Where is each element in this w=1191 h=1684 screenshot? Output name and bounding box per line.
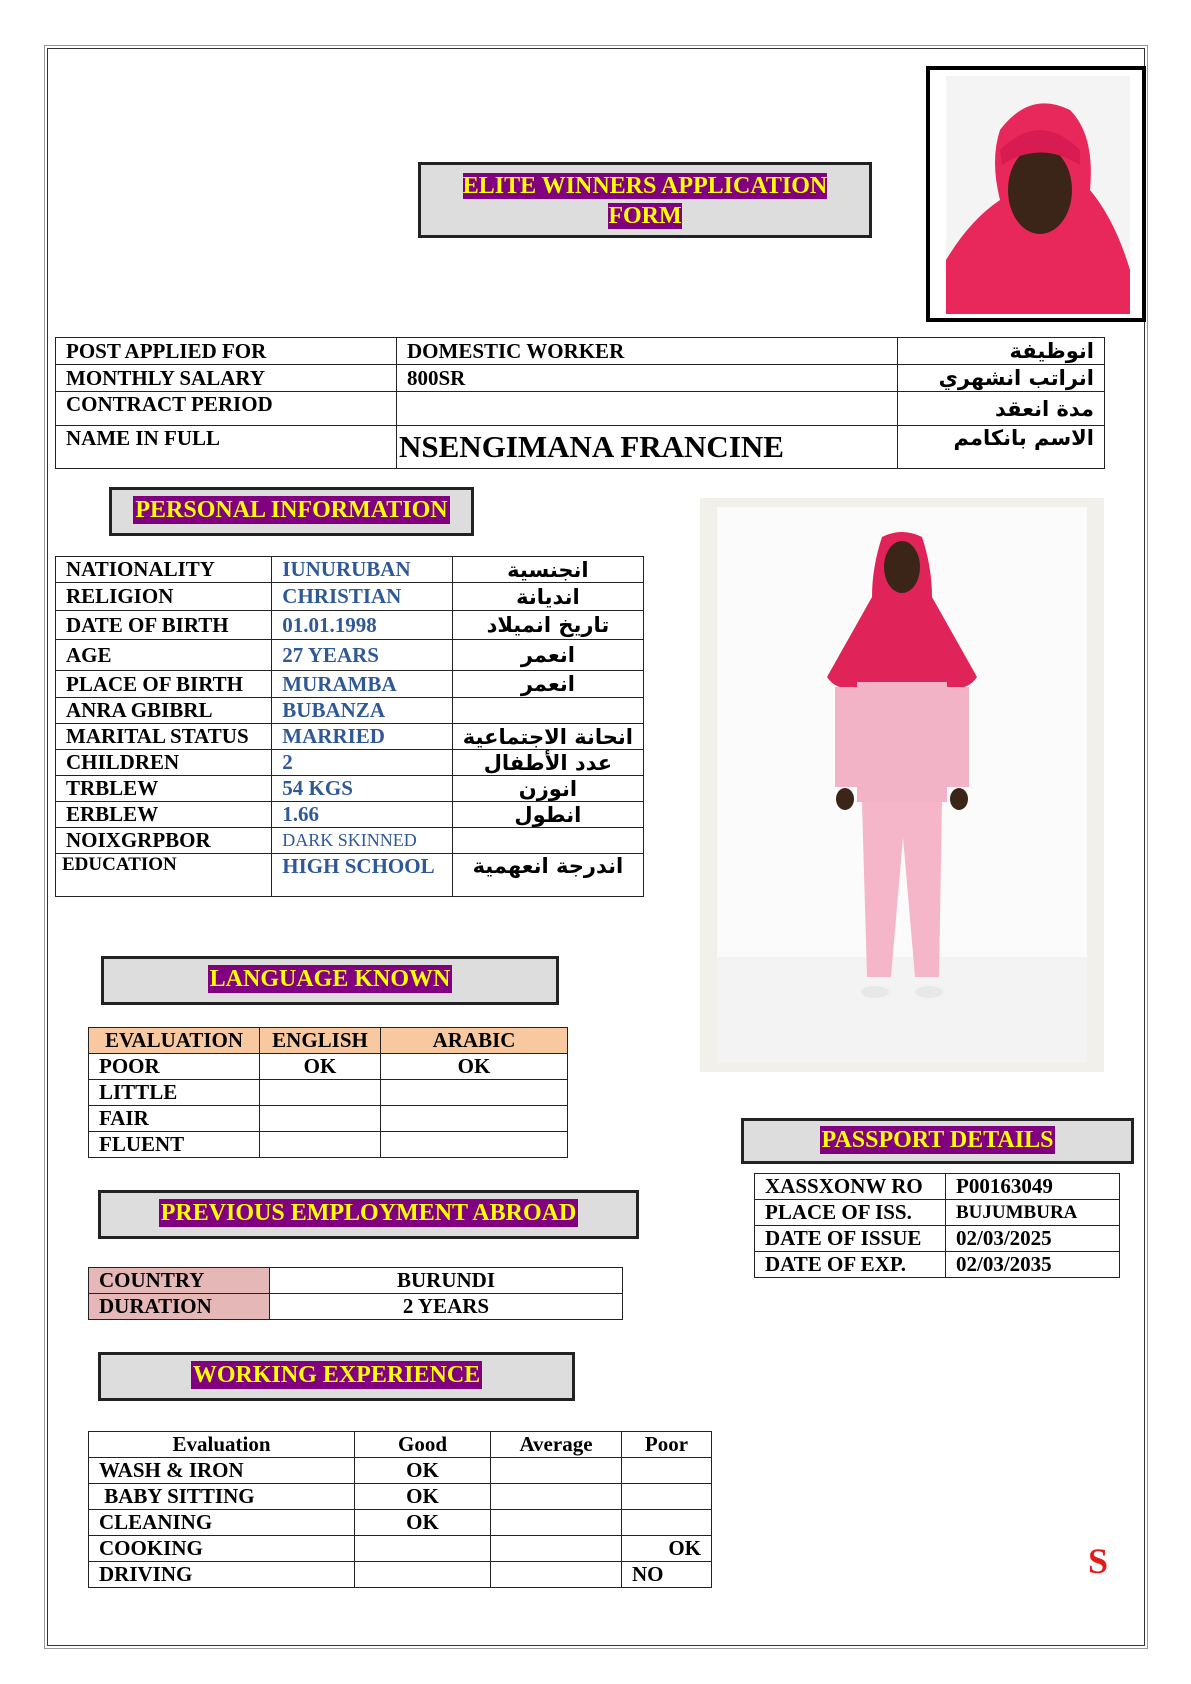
passport-heading-text: PASSPORT DETAILS xyxy=(821,1127,1054,1153)
work-good-value xyxy=(355,1536,491,1562)
work-skill: CLEANING xyxy=(89,1510,355,1536)
table-row xyxy=(755,1226,1120,1252)
table-row xyxy=(89,1132,568,1158)
work-good-value: OK xyxy=(355,1484,491,1510)
table-row xyxy=(89,1294,623,1320)
table-row xyxy=(755,1252,1120,1278)
salary-value: 800SR xyxy=(397,365,898,392)
job-details-table xyxy=(55,337,1105,469)
working-experience-heading-text: WORKING EXPERIENCE xyxy=(192,1362,481,1388)
lang-arabic-value xyxy=(381,1132,568,1158)
personal-info-heading-text: PERSONAL INFORMATION xyxy=(135,497,448,523)
lang-english-value xyxy=(260,1132,381,1158)
table-row xyxy=(56,392,1105,426)
personal-field-label: MARITAL STATUS xyxy=(56,724,272,750)
lang-col-english: ENGLISH xyxy=(260,1028,381,1054)
table-row xyxy=(56,776,644,802)
personal-field-label: ERBLEW xyxy=(56,802,272,828)
table-row xyxy=(56,426,1105,469)
personal-field-label: NOIXGRPBOR xyxy=(56,828,272,854)
lang-level: FLUENT xyxy=(89,1132,260,1158)
prev-country-label: COUNTRY xyxy=(89,1268,270,1294)
table-header-row xyxy=(89,1028,568,1054)
work-average-value xyxy=(491,1510,622,1536)
lang-col-arabic: ARABIC xyxy=(381,1028,568,1054)
post-arabic: انوظيفة xyxy=(898,338,1105,365)
table-row xyxy=(56,802,644,828)
passport-field-label: DATE OF ISSUE xyxy=(755,1226,946,1252)
personal-field-arabic: انحانة الاجتماعية xyxy=(452,724,643,750)
work-poor-value xyxy=(622,1484,712,1510)
table-row xyxy=(89,1536,712,1562)
personal-field-label: PLACE OF BIRTH xyxy=(56,671,272,698)
passport-field-label: PLACE OF ISS. xyxy=(755,1200,946,1226)
table-row xyxy=(755,1200,1120,1226)
personal-field-arabic: اندرجة انعهمية xyxy=(452,854,643,897)
table-row xyxy=(56,611,644,640)
post-label: POST APPLIED FOR xyxy=(56,338,397,365)
personal-field-arabic: انجنسية xyxy=(452,557,643,583)
working-experience-heading xyxy=(98,1352,575,1401)
table-row xyxy=(56,854,644,897)
portrait-image xyxy=(930,70,1142,318)
personal-field-label: TRBLEW xyxy=(56,776,272,802)
signature-mark: S xyxy=(1088,1541,1109,1581)
work-average-value xyxy=(491,1484,622,1510)
personal-field-arabic: عدد الأطفال xyxy=(452,750,643,776)
personal-field-value: 2 xyxy=(272,750,453,776)
work-good-value: OK xyxy=(355,1458,491,1484)
personal-field-arabic: انعمر xyxy=(452,640,643,671)
table-row xyxy=(56,557,644,583)
previous-employment-heading-text: PREVIOUS EMPLOYMENT ABROAD xyxy=(160,1200,577,1226)
lang-level: FAIR xyxy=(89,1106,260,1132)
personal-field-arabic: انوزن xyxy=(452,776,643,802)
personal-field-label: CHILDREN xyxy=(56,750,272,776)
contract-label: CONTRACT PERIOD xyxy=(56,392,397,426)
salary-label: MONTHLY SALARY xyxy=(56,365,397,392)
personal-field-label: EDUCATION xyxy=(56,854,272,897)
post-value: DOMESTIC WORKER xyxy=(397,338,898,365)
lang-english-value: OK xyxy=(260,1054,381,1080)
personal-field-label: ANRA GBIBRL xyxy=(56,698,272,724)
table-row xyxy=(56,698,644,724)
lang-english-value xyxy=(260,1080,381,1106)
contract-arabic: مدة انعقد xyxy=(898,392,1105,426)
table-row xyxy=(56,828,644,854)
personal-field-value: BUBANZA xyxy=(272,698,453,724)
table-row xyxy=(56,338,1105,365)
work-poor-value: OK xyxy=(622,1536,712,1562)
prev-duration-label: DURATION xyxy=(89,1294,270,1320)
work-skill: BABY SITTING xyxy=(89,1484,355,1510)
work-average-value xyxy=(491,1562,622,1588)
personal-field-value: 54 KGS xyxy=(272,776,453,802)
table-row xyxy=(89,1510,712,1536)
work-average-value xyxy=(491,1458,622,1484)
personal-field-label: DATE OF BIRTH xyxy=(56,611,272,640)
previous-employment-heading xyxy=(98,1190,639,1239)
personal-field-value: 27 YEARS xyxy=(272,640,453,671)
prev-duration-value: 2 YEARS xyxy=(270,1294,623,1320)
personal-field-arabic: تاريخ انميلاد xyxy=(452,611,643,640)
passport-field-value: BUJUMBURA xyxy=(946,1200,1120,1226)
table-row xyxy=(755,1174,1120,1200)
lang-arabic-value: OK xyxy=(381,1054,568,1080)
work-skill: WASH & IRON xyxy=(89,1458,355,1484)
personal-field-value: CHRISTIAN xyxy=(272,583,453,611)
work-poor-value xyxy=(622,1510,712,1536)
working-experience-table xyxy=(88,1431,712,1588)
table-header-row xyxy=(89,1432,712,1458)
name-arabic: الاسم بانكامم xyxy=(898,426,1105,469)
work-col-evaluation: Evaluation xyxy=(89,1432,355,1458)
table-row xyxy=(89,1106,568,1132)
table-row xyxy=(89,1054,568,1080)
personal-field-value: DARK SKINNED xyxy=(272,828,453,854)
table-row xyxy=(56,583,644,611)
name-value: NSENGIMANA FRANCINE xyxy=(397,426,898,469)
lang-arabic-value xyxy=(381,1080,568,1106)
work-poor-value: NO xyxy=(622,1562,712,1588)
table-row xyxy=(89,1458,712,1484)
passport-heading xyxy=(741,1118,1134,1164)
personal-field-value: 01.01.1998 xyxy=(272,611,453,640)
work-good-value: OK xyxy=(355,1510,491,1536)
work-col-average: Average xyxy=(491,1432,622,1458)
previous-employment-table xyxy=(88,1267,623,1320)
form-title-line1: ELITE WINNERS APPLICATION xyxy=(462,173,828,199)
contract-value xyxy=(397,392,898,426)
language-heading-text: LANGUAGE KNOWN xyxy=(209,966,451,992)
personal-field-label: RELIGION xyxy=(56,583,272,611)
work-poor-value xyxy=(622,1458,712,1484)
table-row xyxy=(89,1562,712,1588)
language-heading xyxy=(101,956,559,1005)
work-skill: DRIVING xyxy=(89,1562,355,1588)
personal-field-value: MARRIED xyxy=(272,724,453,750)
table-row xyxy=(56,671,644,698)
table-row xyxy=(89,1484,712,1510)
lang-level: POOR xyxy=(89,1054,260,1080)
personal-field-label: AGE xyxy=(56,640,272,671)
passport-field-label: DATE OF EXP. xyxy=(755,1252,946,1278)
personal-field-arabic xyxy=(452,698,643,724)
table-row xyxy=(89,1080,568,1106)
table-row xyxy=(56,750,644,776)
salary-arabic: انراتب انشهري xyxy=(898,365,1105,392)
personal-field-arabic: انطول xyxy=(452,802,643,828)
table-row xyxy=(56,724,644,750)
work-col-poor: Poor xyxy=(622,1432,712,1458)
prev-country-value: BURUNDI xyxy=(270,1268,623,1294)
form-title-box xyxy=(418,162,872,238)
table-row xyxy=(56,365,1105,392)
passport-field-label: XASSXONW RO xyxy=(755,1174,946,1200)
full-body-photo xyxy=(700,498,1104,1072)
personal-field-arabic: انديانة xyxy=(452,583,643,611)
personal-field-value: MURAMBA xyxy=(272,671,453,698)
lang-col-evaluation: EVALUATION xyxy=(89,1028,260,1054)
lang-level: LITTLE xyxy=(89,1080,260,1106)
personal-info-heading xyxy=(109,487,474,536)
table-row xyxy=(56,640,644,671)
work-col-good: Good xyxy=(355,1432,491,1458)
personal-field-label: NATIONALITY xyxy=(56,557,272,583)
language-table xyxy=(88,1027,568,1158)
work-good-value xyxy=(355,1562,491,1588)
personal-field-arabic xyxy=(452,828,643,854)
personal-info-table xyxy=(55,556,644,897)
name-label: NAME IN FULL xyxy=(56,426,397,469)
personal-field-arabic: انعمر xyxy=(452,671,643,698)
personal-field-value: IUNURUBAN xyxy=(272,557,453,583)
lang-arabic-value xyxy=(381,1106,568,1132)
passport-field-value: 02/03/2035 xyxy=(946,1252,1120,1278)
work-average-value xyxy=(491,1536,622,1562)
portrait-photo xyxy=(926,66,1146,322)
form-title-line2: FORM xyxy=(608,203,682,229)
personal-field-value: 1.66 xyxy=(272,802,453,828)
table-row xyxy=(89,1268,623,1294)
passport-field-value: P00163049 xyxy=(946,1174,1120,1200)
personal-field-value: HIGH SCHOOL xyxy=(272,854,453,897)
work-skill: COOKING xyxy=(89,1536,355,1562)
full-body-image xyxy=(717,507,1087,1063)
passport-field-value: 02/03/2025 xyxy=(946,1226,1120,1252)
passport-table xyxy=(754,1173,1120,1278)
lang-english-value xyxy=(260,1106,381,1132)
